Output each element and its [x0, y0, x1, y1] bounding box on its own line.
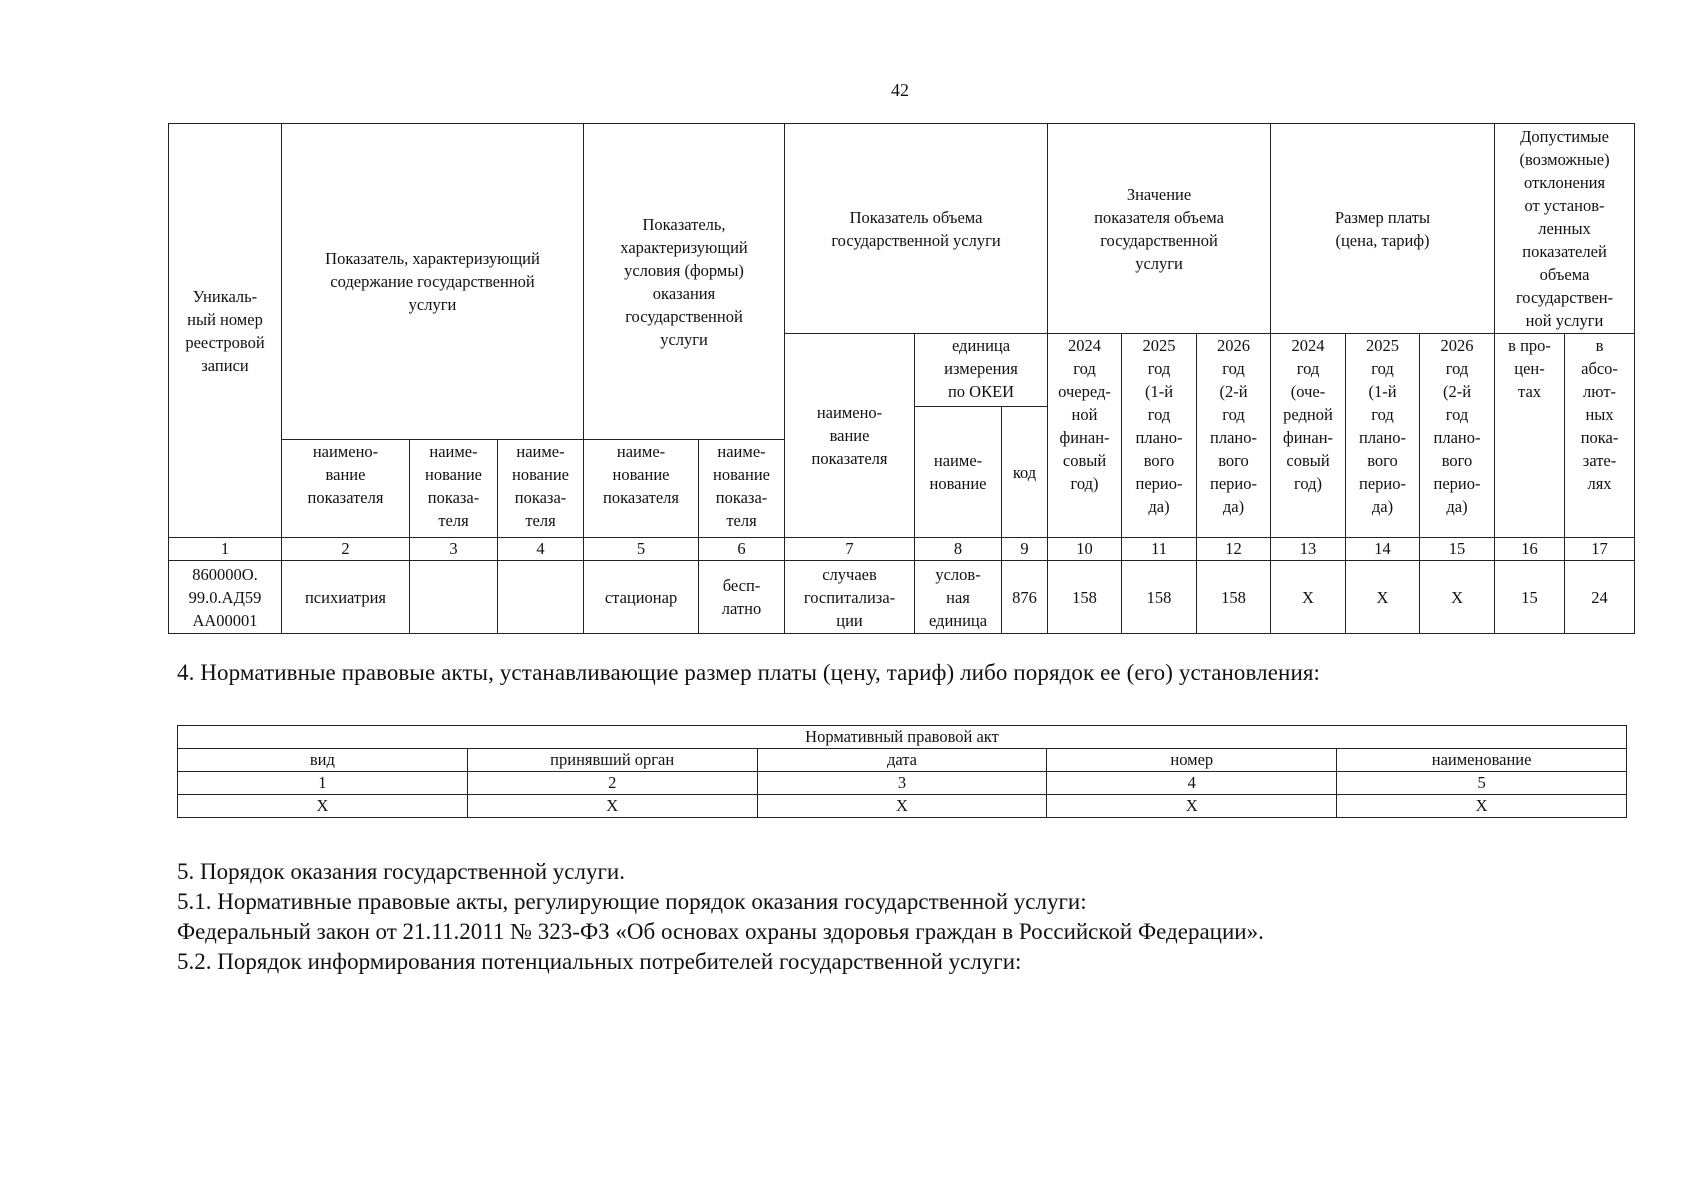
cell-condition-indicator: стационар [584, 561, 699, 634]
header-indicator-name-5: наиме- нование показателя [584, 440, 699, 538]
column-number: 5 [1337, 772, 1627, 795]
header-okei-name: наиме- нование [915, 407, 1002, 538]
state-service-volume-table [168, 123, 1635, 634]
cell-volume-2024: 158 [1048, 561, 1122, 634]
header-year-2025-volume: 2025 год (1-й год плано- вого перио- да) [1122, 334, 1197, 538]
federal-law-text: Федеральный закон от 21.11.2011 № 323-ФЗ «Об основах охраны здоровья граждан в Российской Федерации». [177, 919, 1264, 944]
header-deviations: Допустимые (возможные) отклонения от установ- ленных показателей объема государствен- ной услуги [1495, 124, 1635, 334]
column-number: 17 [1565, 538, 1635, 561]
table-cell: X [178, 795, 468, 818]
cell-empty [410, 561, 498, 634]
column-number: 3 [410, 538, 498, 561]
header-content-indicator: Показатель, характеризующий содержание государственной услуги [282, 124, 584, 440]
table-cell: X [1337, 795, 1627, 818]
header-conditions-indicator: Показатель, характеризующий условия (формы) оказания государственной услуги [584, 124, 785, 440]
table-cell: X [467, 795, 757, 818]
cell-volume-2025: 158 [1122, 561, 1197, 634]
header-year-2024-fee: 2024 год (оче- редной финан- совый год) [1271, 334, 1346, 538]
column-number: 11 [1122, 538, 1197, 561]
cell-unit-code: 876 [1002, 561, 1048, 634]
cell-content-indicator: психиатрия [282, 561, 410, 634]
header-year-2025-fee: 2025 год (1-й год плано- вого перио- да) [1346, 334, 1420, 538]
header-okei-unit: единица измерения по ОКЕИ [915, 334, 1048, 407]
table-cell: X [757, 795, 1047, 818]
table-cell: X [1047, 795, 1337, 818]
section-4-heading: 4. Нормативные правовые акты, устанавливающие размер платы (цену, тариф) либо порядок ее (его) установления: [177, 660, 1321, 685]
cell-unit-name: услов- ная единица [915, 561, 1002, 634]
header-in-absolute: в абсо- лют- ных пока- зате- лях [1565, 334, 1635, 538]
column-header: номер [1047, 749, 1337, 772]
header-year-2026-volume: 2026 год (2-й год плано- вого перио- да) [1197, 334, 1271, 538]
cell-registry-number: 860000О. 99.0.АД59 АА00001 [169, 561, 282, 634]
column-number: 3 [757, 772, 1047, 795]
legal-act-title: Нормативный правовой акт [178, 726, 1627, 749]
column-number: 2 [282, 538, 410, 561]
column-numbers-row [169, 538, 1635, 561]
column-number: 1 [169, 538, 282, 561]
header-okei-code: код [1002, 407, 1048, 538]
column-header: вид [178, 749, 468, 772]
column-number: 12 [1197, 538, 1271, 561]
cell-payment-condition: бесп- латно [699, 561, 785, 634]
column-number: 15 [1420, 538, 1495, 561]
column-number: 6 [699, 538, 785, 561]
section-5-1-text: 5.1. Нормативные правовые акты, регулирующие порядок оказания государственной услуги: [177, 889, 1087, 914]
section-5-2-text: 5.2. Порядок информирования потенциальных потребителей государственной услуги: [177, 949, 1022, 974]
header-indicator-name-3: наиме- нование показа- теля [410, 440, 498, 538]
column-number: 10 [1048, 538, 1122, 561]
column-number: 5 [584, 538, 699, 561]
column-number: 13 [1271, 538, 1346, 561]
cell-fee-2026: X [1420, 561, 1495, 634]
column-number: 2 [467, 772, 757, 795]
header-indicator-name-4: наиме- нование показа- теля [498, 440, 584, 538]
column-number: 4 [1047, 772, 1337, 795]
header-unique-number: Уникаль- ный номер реестровой записи [169, 124, 282, 538]
cell-deviation-percent: 15 [1495, 561, 1565, 634]
header-volume-value: Значение показателя объема государственной услуги [1048, 124, 1271, 334]
column-number: 16 [1495, 538, 1565, 561]
header-year-2024-volume: 2024 год очеред- ной финан- совый год) [1048, 334, 1122, 538]
header-in-percent: в про- цен- тах [1495, 334, 1565, 538]
section-5-heading: 5. Порядок оказания государственной услуги. [177, 859, 625, 884]
header-indicator-name-6: наиме- нование показа- теля [699, 440, 785, 538]
cell-fee-2024: X [1271, 561, 1346, 634]
column-number: 1 [178, 772, 468, 795]
cell-volume-2026: 158 [1197, 561, 1271, 634]
table-row [178, 795, 1627, 818]
column-number: 8 [915, 538, 1002, 561]
cell-empty [498, 561, 584, 634]
column-number: 9 [1002, 538, 1048, 561]
cell-volume-indicator: случаев госпитализа- ции [785, 561, 915, 634]
header-year-2026-fee: 2026 год (2-й год плано- вого перио- да) [1420, 334, 1495, 538]
column-header: дата [757, 749, 1047, 772]
header-volume-indicator: Показатель объема государственной услуги [785, 124, 1048, 334]
page-number: 42 [891, 80, 909, 100]
header-fee-size: Размер платы (цена, тариф) [1271, 124, 1495, 334]
table-row [169, 561, 1635, 634]
header-indicator-name-2: наимено- вание показателя [282, 440, 410, 538]
column-number: 4 [498, 538, 584, 561]
cell-deviation-absolute: 24 [1565, 561, 1635, 634]
cell-fee-2025: X [1346, 561, 1420, 634]
column-header: принявший орган [467, 749, 757, 772]
column-number: 14 [1346, 538, 1420, 561]
column-number: 7 [785, 538, 915, 561]
header-indicator-name-7: наимено- вание показателя [785, 334, 915, 538]
legal-acts-table [177, 725, 1627, 818]
column-header: наименование [1337, 749, 1627, 772]
